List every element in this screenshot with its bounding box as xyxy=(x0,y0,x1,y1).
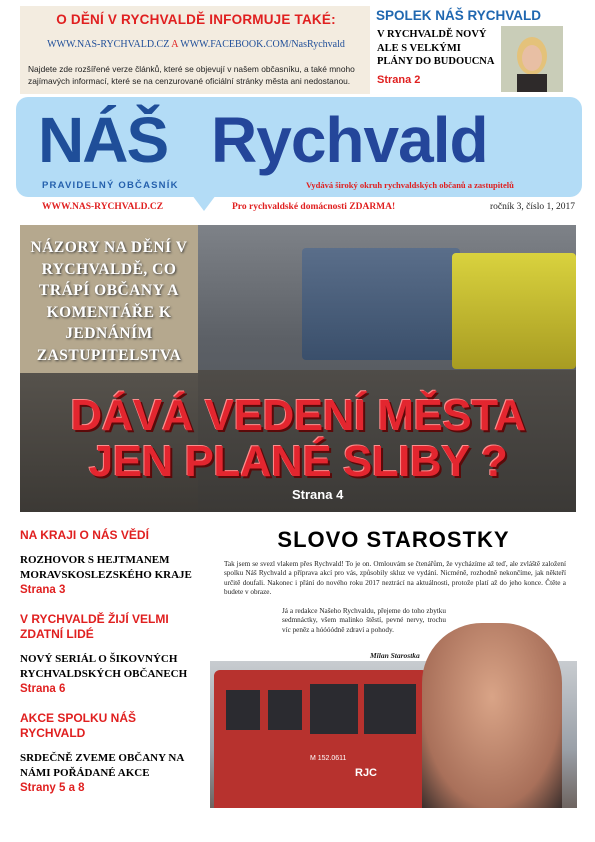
hero-intro-panel xyxy=(20,225,198,373)
teaser-serial xyxy=(20,612,200,695)
left-column-teasers xyxy=(20,528,200,810)
spolek-heading: SPOLEK NÁŠ RYCHVALD xyxy=(376,8,542,23)
online-info-description: Najdete zde rozšířené verze článků, které se objevují v našem občasníku, a také mnoho zajímavých informací, které se na cenzurované oficiální stránky města ani nedostanou. xyxy=(28,64,355,86)
yellow-waste-bin-image xyxy=(452,253,576,369)
hero-intro-text: NÁZORY NA DĚNÍ V RYCHVALDĚ, CO TRÁPÍ OBČANY A KOMENTÁŘE K JEDNÁNÍM ZASTUPITELSTVA xyxy=(30,239,188,364)
info-free-delivery: Pro rychvaldské domácnosti ZDARMA! xyxy=(232,202,396,212)
masthead-title-rychvald: Rychvald xyxy=(211,104,488,176)
teaser-heading: V RYCHVALDĚ ŽIJÍ VELMI ZDATNÍ LIDÉ xyxy=(20,612,169,641)
info-website[interactable]: WWW.NAS-RYCHVALD.CZ xyxy=(42,202,164,212)
teaser-page-ref: Strana 3 xyxy=(20,584,66,596)
teaser-text: NOVÝ SERIÁL O ŠIKOVNÝCH RYCHVALDSKÝCH OBČANECH xyxy=(20,653,188,680)
teaser-text: ROZHOVOR S HEJTMANEM MORAVSKOSLEZSKÉHO KRAJE xyxy=(20,554,192,581)
teaser-events xyxy=(20,711,200,794)
teaser-heading: AKCE SPOLKU NÁŠ RYCHVALD xyxy=(20,711,137,740)
red-train-image xyxy=(214,670,428,808)
spolek-text: V RYCHVALDĚ NOVÝ ALE S VELKÝMI PLÁNY DO BUDOUCNA xyxy=(377,29,495,67)
mayor-word-paragraph-1: Tak jsem se svezl vlakem přes Rychvald! To je on. Omlouvám se čtenářům, že vycházíme až teď, ale zvláště založení spolku Náš Rychvald a příprava akcí pro vás, způsobily skluz ve vydání. Nicméně, rozhodně nekončíme, jak někteří určitě doufali. Nakonec i přání do nového roku 2017 neztrácí na aktuálnosti, protože platí až do jeho konce. Čtěte a budete v obraze. xyxy=(224,560,566,596)
hero-headline-line-1: DÁVÁ VEDENÍ MĚSTA xyxy=(70,391,526,440)
mayor-word-title: SLOVO STAROSTKY xyxy=(277,527,510,552)
online-info-heading: O DĚNÍ V RYCHVALDĚ INFORMUJE TAKÉ: xyxy=(56,12,336,27)
blue-waste-bin-image xyxy=(302,248,460,360)
website-link[interactable]: WWW.NAS-RYCHVALD.CZ xyxy=(47,39,170,50)
online-info-box xyxy=(20,6,370,94)
speech-bubble-tail xyxy=(192,195,216,211)
hero-headline-line-2: JEN PLANÉ SLIBY ? xyxy=(88,437,508,486)
spolek-page-ref: Strana 2 xyxy=(377,74,421,86)
train-number-label: M 152.0611 xyxy=(310,755,347,762)
info-issue-number: ročník 3, číslo 1, 2017 xyxy=(490,202,575,212)
teaser-heading: NA KRAJI O NÁS VĚDÍ xyxy=(20,528,149,542)
hero-page-ref: Strana 4 xyxy=(292,487,344,502)
facebook-link[interactable]: WWW.FACEBOOK.COM/NasRychvald xyxy=(180,39,345,50)
teaser-text: SRDEČNĚ ZVEME OBČANY NA NÁMI POŘÁDANÉ AKCE xyxy=(20,752,184,779)
hero-cover-story xyxy=(20,225,576,512)
train-logo: RJC xyxy=(355,767,378,779)
masthead-subtitle: PRAVIDELNÝ OBČASNÍK xyxy=(42,180,179,191)
links-separator: A xyxy=(171,39,178,50)
teaser-page-ref: Strany 5 a 8 xyxy=(20,782,85,794)
teaser-hejtman xyxy=(20,528,200,596)
mayor-portrait-photo xyxy=(422,623,562,808)
mayor-word-paragraph-2: Já a redakce Našeho Rychvaldu, přejeme do toho zbytku sedmnáctky, všem malinko štěstí, pevné nervy, trochu víc peněz a hóóóódně zdraví a pohody. xyxy=(282,607,446,634)
mayor-word-section xyxy=(210,523,577,808)
masthead xyxy=(16,97,582,197)
online-links xyxy=(28,39,364,50)
teaser-page-ref: Strana 6 xyxy=(20,683,66,695)
spolek-teaser xyxy=(374,6,590,94)
masthead-title-nas: NÁŠ xyxy=(38,104,168,176)
mayor-signature: Milan Starostka xyxy=(370,651,420,660)
hero-headline xyxy=(20,393,576,485)
masthead-tagline: Vydává široký okruh rychvaldských občanů a zastupitelů xyxy=(306,180,514,190)
spolek-portrait-photo xyxy=(501,26,563,92)
